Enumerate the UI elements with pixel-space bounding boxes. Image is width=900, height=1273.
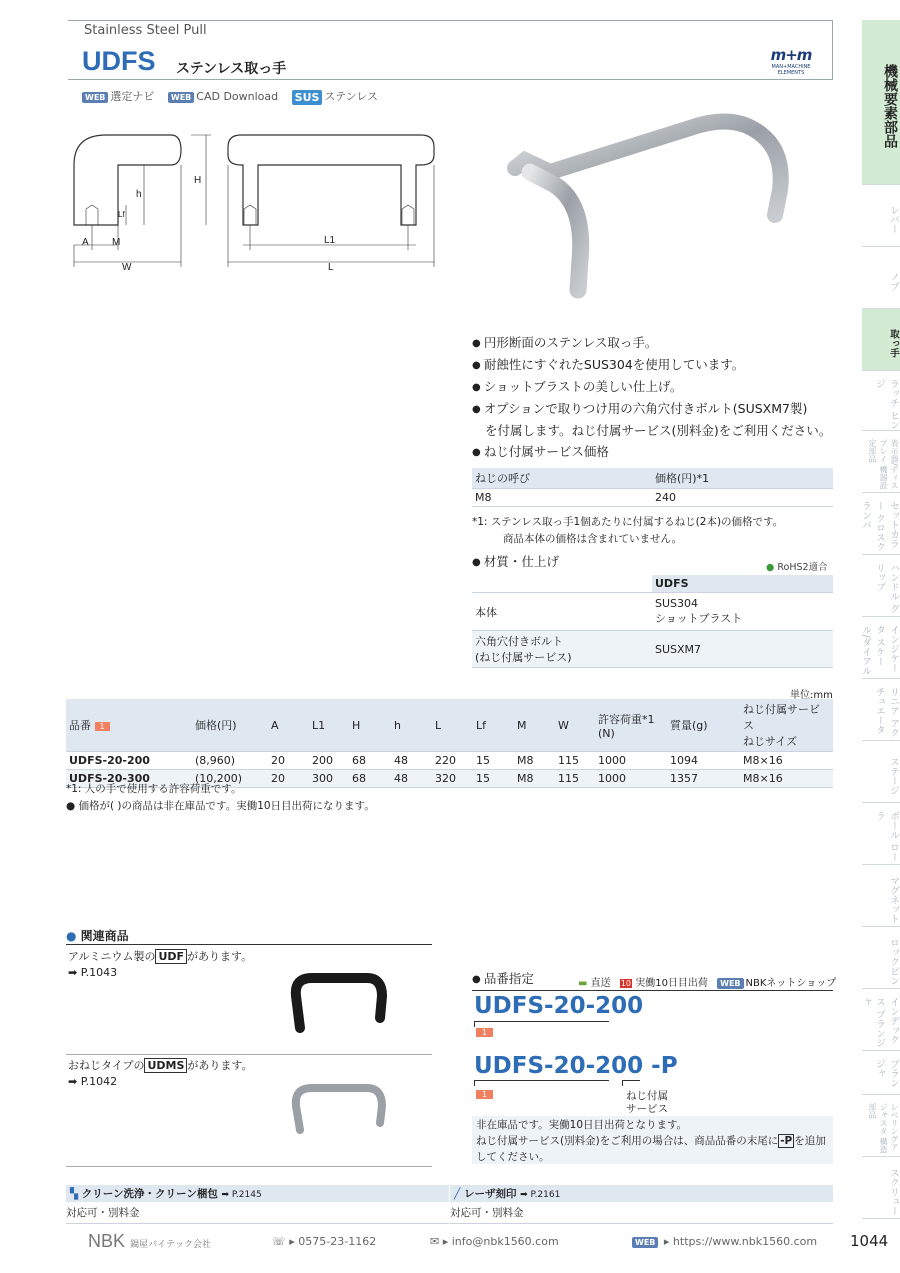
page-link[interactable]: ➡ P.1043: [68, 966, 118, 979]
rohs-badge: ● RoHS2適合: [766, 562, 828, 573]
web-icon: WEB: [82, 92, 108, 103]
product-photo: [490, 110, 830, 310]
feature-item: ● ショットブラストの美しい仕上げ。: [472, 376, 842, 398]
sidebar-item[interactable]: レベリングアジャスタ 構造部品: [862, 1095, 900, 1157]
divider: [66, 944, 432, 945]
sidebar-item[interactable]: プランジャ: [862, 1051, 900, 1095]
sidebar-item[interactable]: リニア アクチュエータ: [862, 679, 900, 741]
header-links: [82, 88, 378, 105]
dim-L1: L1: [324, 235, 336, 246]
col-udfs: UDFS: [652, 575, 833, 593]
service-clean: ▚ クリーン洗浄・クリーン梱包 ➡ P.2145 対応可・別料金: [66, 1185, 449, 1224]
screw-note: 商品本体の価格は含まれていません。: [503, 533, 683, 545]
dim-L: L: [328, 262, 334, 273]
sidebar-item-machine-elements[interactable]: 機械要素部品: [862, 20, 900, 185]
ref-badge: 1: [476, 1090, 493, 1099]
brand-logo: m+m MAN+MACHINE ELEMENTS: [770, 46, 812, 76]
spec-note: ● 価格が( )の商品は非在庫品です。実働10日目出荷になります。: [66, 800, 375, 812]
page-link[interactable]: ➡ P.2161: [520, 1190, 561, 1200]
order-code-2-underline: [474, 1080, 609, 1086]
dim-M: M: [112, 237, 121, 248]
feature-item: ● オプションで取りつけ用の六角穴付きボルト(SUSXM7製): [472, 398, 842, 420]
spec-table: 品番 1 価格(円) A L1 H h L Lf M W 許容荷重*1 (N) 質量(g) ねじ付属サービス ねじサイズ UDFS-20-200 (8,960) 20 200 68 48 220 15 M8 115 1000 1094 M8×16 UDFS-20-300 (10,200) 20 300 68 48 320 15 M8 115 1000 1357 M8×16: [66, 699, 833, 788]
cell: 240: [652, 489, 833, 507]
web-icon: WEB: [168, 92, 194, 103]
table-row: UDFS-20-200 (8,960) 20 200 68 48 220 15 M8 115 1000 1094 M8×16: [66, 752, 833, 770]
screw-service-title: ● ねじ付属サービス価格: [472, 441, 842, 463]
cad-download-link[interactable]: CAD Download: [196, 90, 279, 103]
truck-icon: ▬: [578, 978, 588, 989]
footer-brand: NBK 鍋屋バイテック会社: [88, 1231, 212, 1251]
dim-W: W: [122, 262, 132, 273]
service-laser: ╱ レーザ刻印 ➡ P.2161 対応可・別料金: [450, 1185, 833, 1224]
udf-photo: [282, 968, 402, 1038]
table-row: UDFS-20-300 (10,200) 20 300 68 48 320 15 M8 115 1000 1357 M8×16: [66, 770, 833, 788]
sidebar-item[interactable]: 表示器/ディスプレイ 機器設定部品: [862, 431, 900, 493]
sidebar-item[interactable]: ラッチ ヒンジ: [862, 371, 900, 431]
days-icon: 10: [620, 979, 632, 988]
unit-label: 単位:mm: [790, 690, 833, 701]
udms-photo: [282, 1078, 402, 1148]
sus-badge: SUS: [292, 90, 323, 105]
dimension-drawing: [66, 125, 446, 275]
sidebar-item[interactable]: スクリュー: [862, 1157, 900, 1219]
material-table: UDFS 本体 SUS304 ショットブラスト 六角穴付きボルト (ねじ付属サービス) SUSXM7: [472, 575, 833, 668]
divider: [472, 990, 833, 991]
feature-list: [472, 332, 842, 463]
sus-text: ステンレス: [324, 90, 379, 103]
laser-icon: ╱: [454, 1188, 461, 1200]
screw-suffix-label: ねじ付属 サービス: [626, 1090, 668, 1115]
related-item-1: アルミニウム製の UDF があります。 ➡ P.1043: [68, 950, 253, 979]
page-title-ja: ステンレス取っ手: [176, 61, 287, 77]
sidebar-item[interactable]: ステージ: [862, 741, 900, 803]
page-title: UDFS: [82, 46, 156, 76]
subtitle: Stainless Steel Pull: [84, 23, 207, 38]
ref-badge: 1: [476, 1028, 493, 1037]
footer-url[interactable]: WEB ▸ https://www.nbk1560.com: [632, 1235, 817, 1248]
sidebar-item[interactable]: セットカラー クロスクランパ: [862, 493, 900, 555]
sidebar-item[interactable]: ボール ローラ: [862, 803, 900, 865]
order-code-2: UDFS-20-200 -P: [474, 1053, 678, 1079]
sidebar-item-handle-active[interactable]: 取っ手: [862, 309, 900, 371]
ref-badge: 1: [95, 722, 110, 731]
feature-item: ● 耐蝕性にすぐれたSUS304を使用しています。: [472, 354, 842, 376]
clean-icon: ▚: [70, 1188, 79, 1200]
page-number: 1044: [850, 1232, 889, 1250]
feature-item: ● 円形断面のステンレス取っ手。: [472, 332, 842, 354]
feature-item: を付属します。ねじ付属サービス(別料金)をご利用ください。: [485, 423, 832, 438]
footer-email[interactable]: ✉ ▸ info@nbk1560.com: [430, 1235, 559, 1248]
dim-A: A: [82, 237, 89, 248]
sidebar-item[interactable]: レバー: [862, 185, 900, 247]
phone-icon: ☏: [272, 1235, 286, 1248]
order-code-1: UDFS-20-200: [474, 993, 644, 1019]
dim-H: H: [194, 175, 202, 186]
related-title: ● 関連商品: [66, 929, 129, 943]
order-legend: ▬ 直送 10 実働10日目出荷 WEB NBKネットショップ: [578, 978, 837, 989]
order-code-1-underline: [474, 1021, 609, 1027]
sidebar-item[interactable]: ハンドル グリップ: [862, 555, 900, 617]
col-screw: ねじの呼び: [472, 468, 652, 489]
divider: [66, 1054, 432, 1055]
sidebar-item[interactable]: マグネット: [862, 865, 900, 927]
footer-phone: ☏ ▸ 0575-23-1162: [272, 1235, 377, 1248]
col-price: 価格(円)*1: [652, 468, 833, 489]
page-link[interactable]: ➡ P.1042: [68, 1075, 118, 1088]
dim-h: h: [136, 189, 142, 200]
sidebar-item[interactable]: ノブ: [862, 247, 900, 309]
related-item-2: おねじタイプの UDMS があります。 ➡ P.1042: [68, 1059, 253, 1088]
web-icon: WEB: [717, 978, 743, 989]
material-title: ● 材質・仕上げ: [472, 551, 559, 573]
sidebar-item[interactable]: インジケータ スケール/ダイアル: [862, 617, 900, 679]
order-title: ● 品番指定: [472, 968, 534, 990]
spec-note: *1: 人の手で使用する許容荷重です。: [66, 783, 242, 795]
page-link[interactable]: ➡ P.2145: [221, 1190, 262, 1200]
dim-Lf: Lf: [118, 210, 125, 219]
order-note: 非在庫品です。実働10日目出荷となります。 ねじ付属サービス(別料金)をご利用の場合は、商品品番の末尾に -P を追加 してください。: [472, 1116, 833, 1164]
divider: [66, 1166, 432, 1167]
web-icon: WEB: [632, 1237, 658, 1248]
mail-icon: ✉: [430, 1235, 440, 1248]
select-navi-link[interactable]: 選定ナビ: [110, 90, 155, 103]
cell: 本体: [472, 593, 652, 631]
cell: M8: [472, 489, 652, 507]
sidebar-item[interactable]: インデックス プランジャ: [862, 989, 900, 1051]
suffix-underline: [622, 1080, 640, 1086]
screw-note: *1: ステンレス取っ手1個あたりに付属するねじ(2本)の価格です。: [472, 516, 784, 528]
leaf-icon: ●: [766, 562, 775, 573]
sidebar-item[interactable]: ロックピン: [862, 927, 900, 989]
screw-price-table: [472, 468, 833, 507]
